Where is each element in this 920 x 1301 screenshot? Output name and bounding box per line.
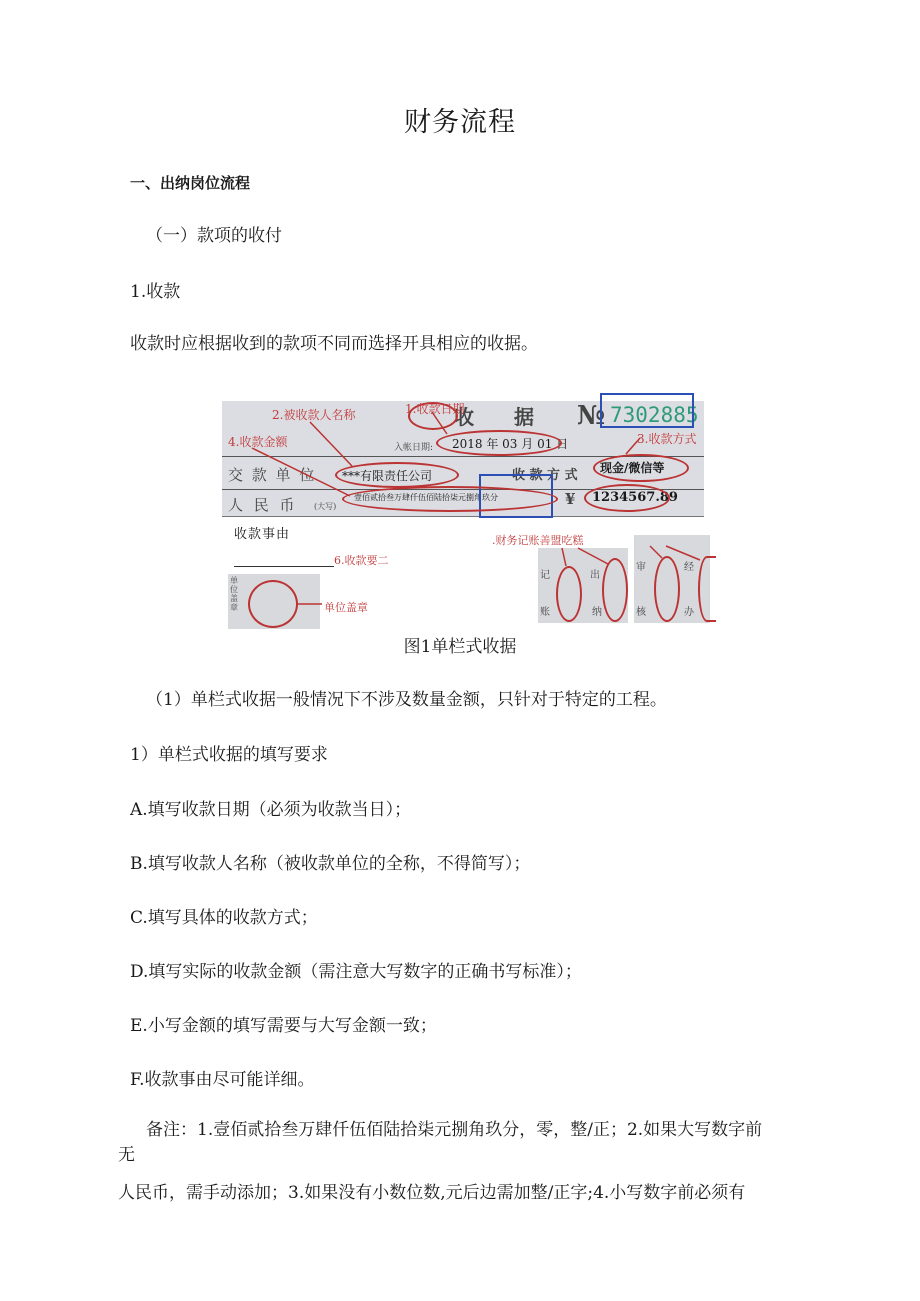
receipt-number: 7302885	[610, 403, 699, 427]
stamp-col-1-top: 记	[540, 570, 550, 581]
page-title: 财务流程	[404, 107, 516, 138]
stamp-col-3-top: 审	[636, 562, 646, 573]
stamp-col-4-bottom: 办	[684, 607, 694, 618]
note-line-2: 无	[118, 1145, 135, 1165]
rmb-note: (大写)	[314, 502, 337, 511]
reason-label: 收款事由	[234, 527, 291, 542]
list-item-d: D.填写实际的收款金额（需注意大写数字的正确书写标准）；	[130, 962, 582, 982]
yuan-sign: ¥	[565, 490, 576, 508]
list-item-a: A.填写收款日期（必须为收款当日）；	[130, 800, 412, 820]
stamp-col-4-top: 经	[684, 562, 694, 573]
annotation-4: 4.收款金额	[228, 435, 288, 449]
section-heading: 一、出纳岗位流程	[130, 174, 251, 192]
arrow-5a	[562, 548, 566, 566]
annotation-arrows	[222, 398, 712, 633]
arrow-7a	[650, 546, 662, 558]
arrow-4	[252, 448, 350, 496]
entry-date-value: 2018 年 03 月 01 日	[452, 437, 569, 451]
note-line-3: 人民币，需手动添加；3.如果没有小数位数,元后边需加整/正字;4.小写数字前必须有	[118, 1183, 746, 1203]
annotation-3: 3.收款方式	[637, 432, 697, 446]
receipt-figure	[222, 398, 712, 633]
list-item-c: C.填写具体的收款方式；	[130, 908, 318, 928]
amount-number: 1234567.89	[592, 490, 678, 505]
subsection-heading: （一）款项的收付	[146, 226, 282, 246]
amount-in-words: 壹佰贰拾叁万肆仟伍佰陆拾柒元捌角玖分	[354, 493, 498, 502]
payer-unit-value: ***有限责任公司	[342, 469, 433, 483]
item-heading: 1.收款	[130, 282, 181, 302]
arrow-5b	[578, 548, 608, 564]
arrow-3	[626, 438, 640, 454]
receipt-title: 收 据	[454, 405, 534, 429]
annotation-stamp: 单位盖章	[324, 601, 368, 614]
annotation-6: 6.收款要二	[334, 554, 389, 567]
paragraph-2: 1）单栏式收据的填写要求	[130, 745, 328, 765]
stamp-col-1-bottom: 账	[540, 607, 550, 618]
note-line-1: 备注：1.壹佰贰拾叁万肆仟伍佰陆拾柒元捌角玖分，零，整/正；2.如果大写数字前	[146, 1120, 763, 1140]
number-sign: №	[577, 401, 606, 431]
arrow-7b	[666, 546, 700, 560]
annotation-1: 1.收款日期	[405, 402, 465, 416]
list-item-f: F.收款事由尽可能详细。	[130, 1070, 315, 1090]
payer-unit-label: 交 款 单 位	[228, 466, 317, 484]
stamp-column-left: 单位盖章	[230, 576, 238, 612]
intro-paragraph: 收款时应根据收到的款项不同而选择开具相应的收据。	[130, 334, 538, 354]
payment-method-value: 现金/微信等	[600, 461, 665, 475]
list-item-b: B.填写收款人名称（被收款单位的全称，不得简写）；	[130, 854, 531, 874]
payment-method-label: 收 款 方 式	[512, 468, 578, 483]
paragraph-1: （1）单栏式收据一般情况下不涉及数量金额，只针对于特定的工程。	[146, 690, 667, 710]
entry-date-label: 入帐日期:	[394, 443, 434, 453]
rmb-label: 人 民 币	[228, 496, 298, 514]
stamp-col-2-top: 出	[590, 570, 600, 581]
stamp-col-3-bottom: 核	[636, 607, 646, 618]
list-item-e: E.小写金额的填写需要与大写金额一致；	[130, 1016, 437, 1036]
arrow-2	[310, 422, 352, 466]
stamp-col-2-bottom: 纳	[592, 607, 602, 618]
annotation-2: 2.被收款人名称	[272, 408, 356, 422]
figure-caption: 图1单栏式收据	[403, 637, 517, 657]
annotation-5: .财务记账善盟吃糕	[492, 534, 584, 547]
arrow-1	[432, 412, 447, 434]
